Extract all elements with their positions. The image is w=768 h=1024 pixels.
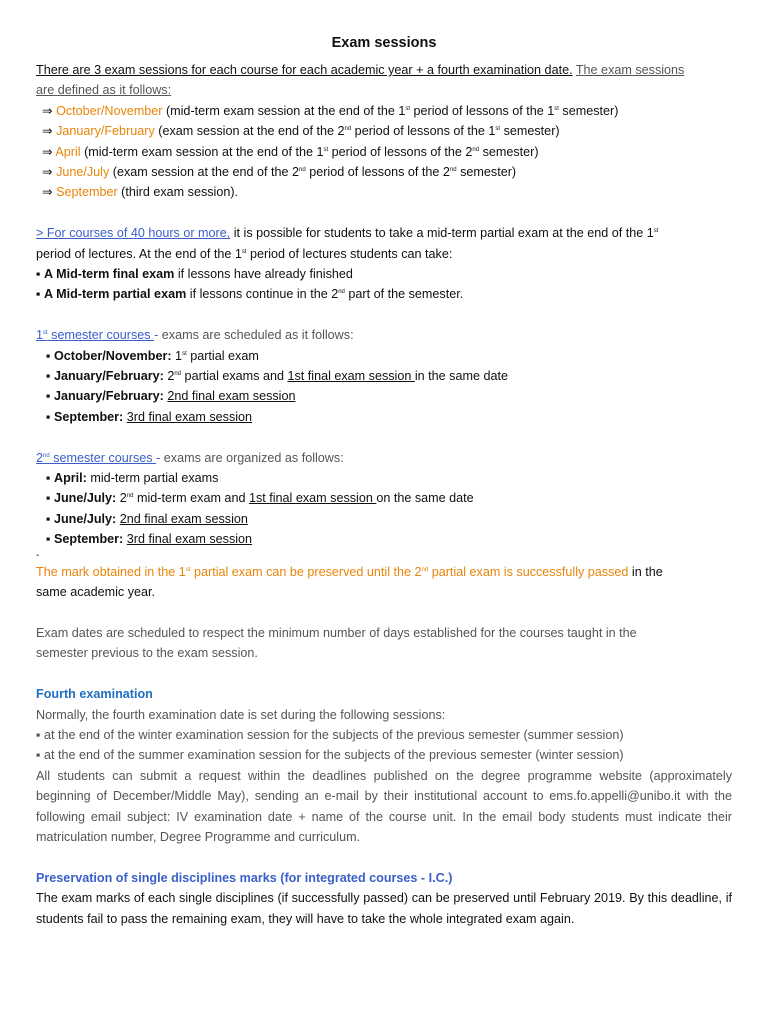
- second-item-4: ▪ September: 3rd final exam session: [46, 532, 253, 547]
- mark-note-line-1: The mark obtained in the 1st partial exam can be preserved until the 2nd partial exam is successfully passed in the: [36, 564, 663, 579]
- first-semester-heading: 1st semester courses - exams are scheduled as it follows:: [36, 328, 354, 343]
- session-item: ⇒ September (third exam session).: [42, 185, 239, 200]
- session-list: [36, 101, 732, 203]
- session-name: September: [56, 185, 118, 200]
- forty-hours-bullet-2: ▪ A Mid-term partial exam if lessons continue in the 2nd part of the semester.: [36, 287, 464, 302]
- session-item: ⇒ January/February (exam session at the end of the 2nd period of lessons of the 1st semester): [42, 124, 560, 139]
- fourth-exam-line-2: ▪ at the end of the winter examination session for the subjects of the previous semester (summer session): [36, 727, 624, 742]
- first-semester-link: 1st semester courses: [36, 328, 155, 343]
- dash-mark: -: [36, 549, 40, 561]
- intro-gray-1: The exam sessions: [575, 63, 685, 77]
- fourth-exam-line-3: ▪ at the end of the summer examination session for the subjects of the previous semester (winter session): [36, 748, 624, 763]
- first-item-2: ▪ January/February: 2nd partial exams and 1st final exam session in the same date: [46, 369, 508, 384]
- fourth-exam-heading: Fourth examination: [36, 687, 153, 702]
- document-page: [36, 32, 732, 929]
- session-name: April: [55, 144, 81, 159]
- forty-hours-link: > For courses of 40 hours or more,: [36, 226, 231, 241]
- second-semester-heading: 2nd semester courses - exams are organized as follows:: [36, 450, 344, 465]
- session-name: January/February: [56, 124, 155, 139]
- session-item: ⇒ October/November (mid-term exam session at the end of the 1st period of lessons of the 1st semester): [42, 103, 619, 118]
- forty-hours-bullet-1: ▪ A Mid-term final exam if lessons have already finished: [36, 267, 353, 282]
- first-item-3: ▪ January/February: 2nd final exam session: [46, 389, 296, 404]
- session-name: October/November: [56, 103, 163, 118]
- second-item-3: ▪ June/July: 2nd final exam session: [46, 511, 248, 526]
- first-item-1: ▪ October/November: 1st partial exam: [46, 348, 259, 363]
- dates-note-line-1: Exam dates are scheduled to respect the minimum number of days established for the courses taught in the: [36, 625, 637, 640]
- first-item-4: ▪ September: 3rd final exam session: [46, 409, 253, 424]
- dates-note-line-2: semester previous to the exam session.: [36, 646, 258, 661]
- mark-note-line-2: same academic year.: [36, 585, 155, 600]
- intro-line-2: [36, 80, 732, 100]
- intro-gray-2: are defined as it follows:: [36, 83, 172, 98]
- preservation-heading: Preservation of single disciplines marks (for integrated courses - I.C.): [36, 870, 453, 885]
- fourth-exam-line-1: Normally, the fourth examination date is set during the following sessions:: [36, 707, 446, 722]
- intro-underlined: There are 3 exam sessions for each course for each academic year + a fourth examination date.: [36, 63, 573, 77]
- fourth-exam-paragraph: All students can submit a request within the deadlines published on the degree programme website (approximately beginning of December/Middle May), sending an e-mail by their institutional account to ems.fo.appelli@unibo.it with the following email subject: IV examination date + name of the course unit. In the email body students must indicate their matriculation number, Degree Programme and curriculum.: [36, 768, 732, 844]
- second-item-2: ▪ June/July: 2nd mid-term exam and 1st final exam session on the same date: [46, 491, 474, 506]
- forty-hours-line-1: > For courses of 40 hours or more, it is possible for students to take a mid-term partial exam at the end of the 1st: [36, 226, 659, 241]
- second-semester-link: 2nd semester courses: [36, 450, 157, 465]
- session-item: ⇒ June/July (exam session at the end of the 2nd period of lessons of the 2nd semester): [42, 165, 517, 180]
- session-item: ⇒ April (mid-term exam session at the end of the 1st period of lessons of the 2nd semester): [42, 144, 539, 159]
- second-item-1: ▪ April: mid-term partial exams: [46, 471, 219, 486]
- intro-line-1: [36, 60, 732, 80]
- page-title: Exam sessions: [331, 35, 437, 51]
- forty-hours-line-2: period of lectures. At the end of the 1st period of lectures students can take:: [36, 246, 453, 261]
- session-name: June/July: [56, 165, 110, 180]
- preservation-paragraph: The exam marks of each single disciplines (if successfully passed) can be preserved until February 2019. By this deadline, if students fail to pass the remaining exam, they will have to take the whole integrated exam again.: [36, 891, 732, 926]
